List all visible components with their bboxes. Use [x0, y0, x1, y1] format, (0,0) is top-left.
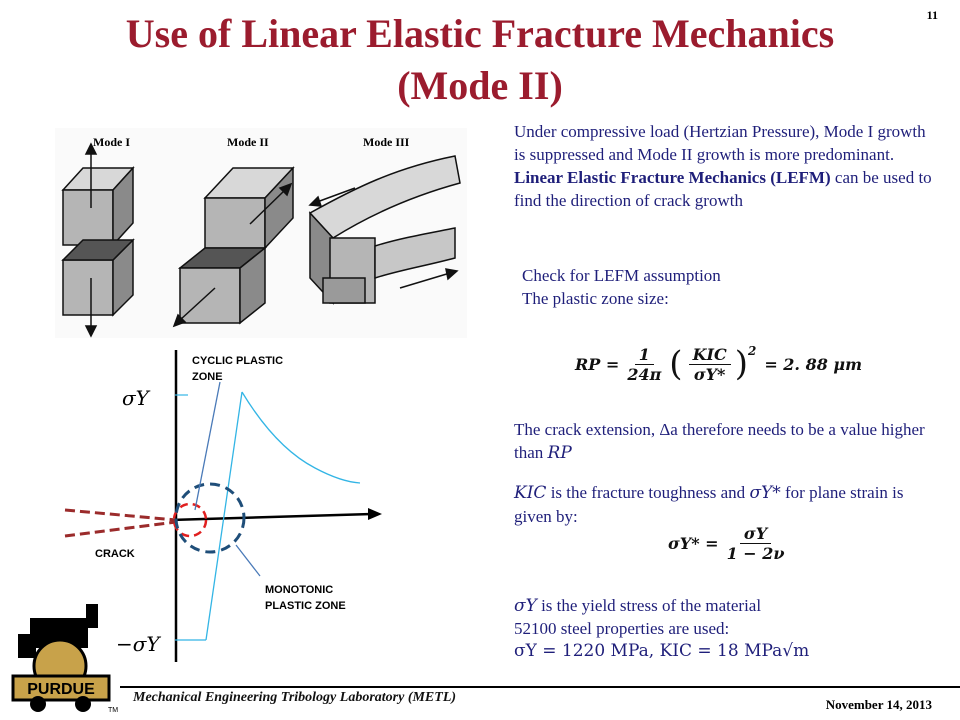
page-number: 11: [926, 8, 938, 22]
cyclic-pointer: [195, 382, 220, 510]
yield-sigma: σY: [514, 596, 537, 616]
crack-line-lower: [65, 522, 176, 536]
sigma-star-num: σY: [740, 524, 771, 544]
title-line-1: Use of Linear Elastic Fracture Mechanics: [125, 11, 835, 56]
rp-inner-fraction: [689, 345, 731, 384]
left-paren: (: [669, 344, 683, 384]
footer-divider: [120, 686, 960, 688]
stress-curve: [242, 392, 360, 483]
sigma-star-fraction: [723, 524, 789, 563]
rp-exponent: 2: [747, 344, 757, 358]
yield-line: [514, 594, 934, 618]
fracture-modes-figure: [55, 128, 467, 338]
sigma-star-lhs: σY* =: [668, 534, 719, 553]
intro-paragraph: [514, 120, 934, 212]
toughness-text-b: for plane strain is given by:: [514, 483, 904, 526]
mode-1-label: Mode I: [93, 135, 130, 149]
logo-text: PURDUE: [27, 681, 95, 698]
extension-paragraph: [514, 418, 934, 465]
rp-inner-den: σY*: [693, 364, 726, 384]
intro-text-a: Under compressive load (Hertzian Pressure), Mode I growth is suppressed and Mode II growth is more predominant.: [514, 122, 926, 164]
crack-label: CRACK: [95, 548, 135, 560]
monotonic-zone-label-line-1: MONOTONIC: [265, 584, 334, 596]
toughness-kic: KIC: [514, 483, 547, 503]
properties-line: σY = 1220 MPa, KIC = 18 MPa√m: [514, 641, 810, 661]
toughness-sigma: σY*: [749, 483, 781, 503]
intro-text-bold: Linear Elastic Fracture Mechanics (LEFM): [514, 168, 831, 187]
x-axis-arrow: [368, 508, 382, 520]
neg-sigma-y-label: −σY: [116, 632, 160, 656]
rp-inner-num: KIC: [689, 345, 731, 365]
x-axis: [170, 514, 372, 520]
mode-2-label: Mode II: [227, 135, 269, 149]
toughness-paragraph: [514, 481, 939, 528]
sigma-star-formula: [668, 524, 792, 563]
monotonic-zone-label-line-2: PLASTIC ZONE: [265, 600, 346, 612]
footer-date: November 14, 2013: [825, 697, 932, 712]
purdue-train-logo: [8, 596, 123, 714]
rp-rhs: = 2. 88 μm: [764, 354, 863, 374]
crack-line-upper: [65, 510, 176, 520]
title-line-2: (Mode II): [397, 63, 563, 108]
mode-3-label: Mode III: [363, 135, 410, 149]
rp-fraction: [623, 345, 665, 384]
sigma-y-label: σY: [122, 386, 149, 410]
logo-tm: TM: [108, 707, 119, 714]
right-paren: ): [734, 344, 748, 384]
rp-fraction-den: 24π: [627, 364, 662, 384]
yield-text: is the yield stress of the material: [536, 596, 762, 615]
rp-fraction-num: 1: [635, 345, 654, 365]
plastic-zone-line: The plastic zone size:: [522, 289, 669, 308]
intro-text-b: can be used to find the direction of crack growth: [514, 168, 932, 210]
footer-lab-name: Mechanical Engineering Tribology Laboratory (METL): [133, 690, 457, 705]
monotonic-pointer: [236, 545, 260, 576]
extension-rp: RP: [547, 443, 572, 463]
rp-lhs: RP =: [575, 354, 620, 374]
check-lefm-line: Check for LEFM assumption: [522, 266, 721, 285]
toughness-text-a: is the fracture toughness and: [546, 483, 750, 502]
cyclic-zone-label-line-1: CYCLIC PLASTIC: [192, 355, 284, 367]
extension-text: The crack extension, Δa therefore needs to be a value higher than: [514, 420, 925, 462]
cyclic-zone-label-line-2: ZONE: [192, 371, 223, 383]
rp-formula: [575, 344, 862, 384]
steel-line: 52100 steel properties are used:: [514, 619, 730, 638]
slide-title: [40, 8, 920, 112]
sigma-star-den: 1 − 2ν: [726, 544, 785, 563]
